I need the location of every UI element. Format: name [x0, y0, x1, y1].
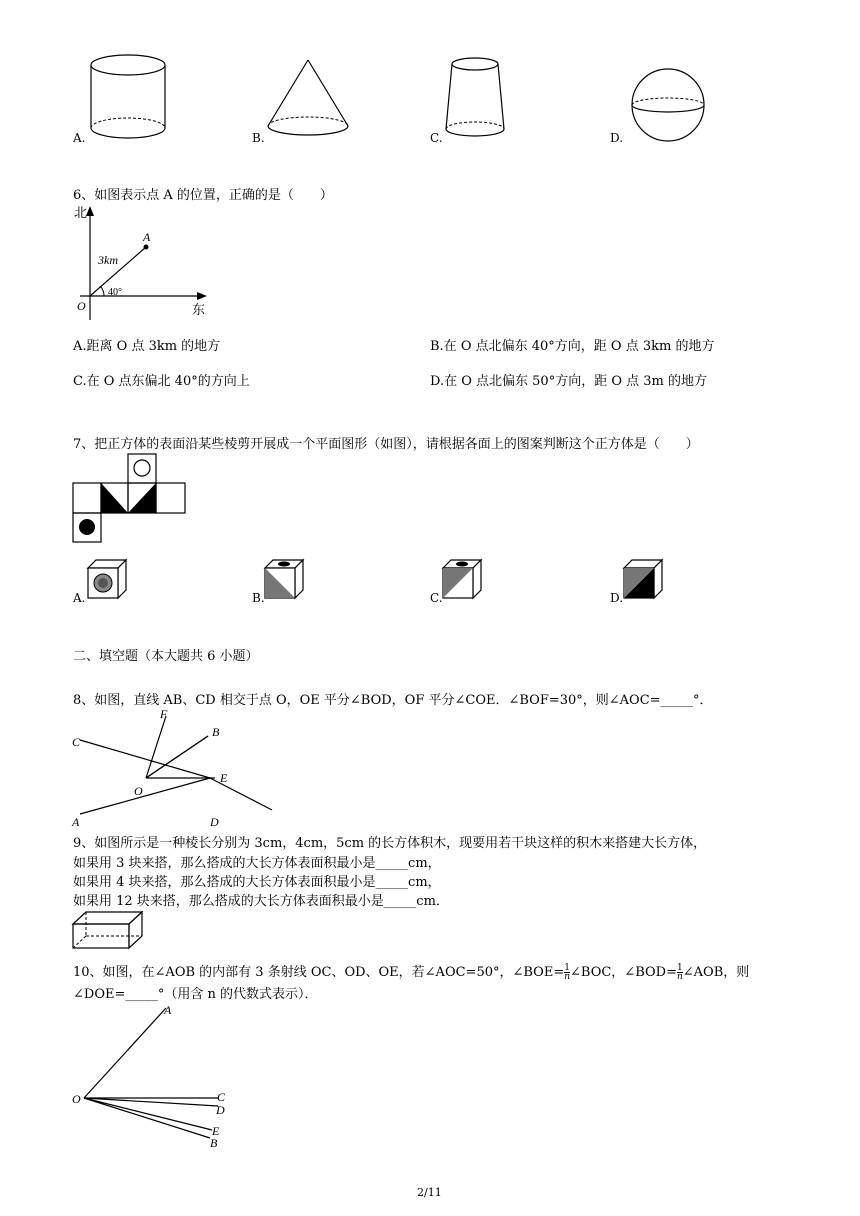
- angle-label: 40°: [108, 287, 122, 298]
- q5-option-b[interactable]: B.: [252, 131, 265, 145]
- q10-line-2: ∠DOE=_____°（用含 n 的代数式表示）．: [73, 987, 318, 1002]
- q7-option-b[interactable]: B.: [252, 591, 265, 605]
- cuboid-figure: [72, 910, 146, 952]
- ray-d-label: D: [216, 1103, 225, 1117]
- point-o-label: O: [72, 1092, 81, 1106]
- q10-text-3: ∠AOB，则: [682, 965, 750, 980]
- q6-stem: 6、如图表示点 A 的位置，正确的是（ ）: [73, 188, 333, 203]
- distance-label: 3km: [98, 253, 118, 267]
- q10-text-2: ∠BOC，∠BOD=: [570, 965, 677, 980]
- q7-option-c[interactable]: C.: [430, 591, 443, 605]
- ray-b-label: B: [210, 1136, 218, 1150]
- q9-line-2: 如果用 3 块来搭，那么搭成的大长方体表面积最小是_____cm，: [73, 856, 441, 871]
- q6-option-c[interactable]: C.在 O 点东偏北 40°的方向上: [73, 374, 250, 389]
- q9-line-4: 如果用 12 块来搭，那么搭成的大长方体表面积最小是_____cm．: [73, 894, 449, 909]
- q5-option-a[interactable]: A.: [73, 131, 86, 145]
- q6-option-a[interactable]: A.距离 O 点 3km 的地方: [73, 339, 221, 354]
- rays-figure: [70, 1000, 240, 1152]
- q7-option-d[interactable]: D.: [610, 591, 624, 605]
- q8-stem: 8、如图，直线 AB、CD 相交于点 O，OE 平分∠BOD，OF 平分∠COE．∠BOF=30°，则∠AOC=_____°．: [73, 693, 713, 708]
- cube-option-b-figure: [263, 558, 305, 600]
- fraction-one-over-n: $\frac{1}{n}$: [564, 963, 571, 982]
- point-o-label: O: [77, 299, 86, 313]
- intersecting-lines-figure: [70, 706, 240, 829]
- north-label: 北: [74, 206, 88, 221]
- frustum-figure: [444, 55, 508, 141]
- q5-option-d[interactable]: D.: [610, 131, 624, 145]
- q5-option-c[interactable]: C.: [430, 131, 443, 145]
- ray-e-label: E: [212, 1124, 220, 1138]
- page-number: 2/11: [417, 1186, 442, 1199]
- ray-f-label: F: [160, 707, 168, 721]
- sphere-figure: [630, 68, 710, 144]
- point-o-label: O: [134, 784, 143, 798]
- ray-c-label: C: [72, 735, 81, 749]
- q6-option-d[interactable]: D.在 O 点北偏东 50°方向，距 O 点 3m 的地方: [430, 374, 707, 389]
- q9-line-1: 9、如图所示是一种棱长分别为 3cm，4cm，5cm 的长方体积木，现要用若干块这样的积木来搭建大长方体，: [73, 836, 707, 851]
- point-a-label: A: [143, 230, 151, 244]
- q7-option-a[interactable]: A.: [73, 591, 86, 605]
- q7-stem: 7、把正方体的表面沿某些棱剪开展成一个平面图形（如图），请根据各面上的图案判断这个正方体是（ ）: [73, 437, 699, 452]
- cube-option-d-figure: [622, 558, 664, 600]
- q10-text-1: 10、如图，在∠AOB 的内部有 3 条射线 OC、OD、OE，若∠AOC=50°，∠BOE=: [73, 965, 565, 980]
- q6-option-b[interactable]: B.在 O 点北偏东 40°方向，距 O 点 3km 的地方: [430, 339, 715, 354]
- ray-b-label: B: [212, 725, 220, 739]
- cone-figure: [266, 58, 352, 140]
- east-label: 东: [192, 303, 206, 318]
- ray-a-label: A: [72, 815, 80, 829]
- ray-c-label: C: [217, 1090, 226, 1104]
- ray-e-label: E: [220, 771, 228, 785]
- cylinder-figure: [88, 52, 170, 142]
- cube-option-c-figure: [441, 558, 483, 600]
- section-heading: 二、填空题（本大题共 6 小题）: [73, 649, 259, 664]
- ray-a-label: A: [164, 1003, 172, 1017]
- cube-net-figure: [72, 453, 188, 545]
- direction-diagram: [70, 202, 220, 322]
- cube-option-a-figure: [86, 558, 128, 600]
- ray-d-label: D: [210, 815, 219, 829]
- q10-line-1: [73, 964, 749, 982]
- q9-line-3: 如果用 4 块来搭，那么搭成的大长方体表面积最小是_____cm，: [73, 875, 441, 890]
- fraction-one-over-n: $\frac{1}{n}$: [676, 963, 683, 982]
